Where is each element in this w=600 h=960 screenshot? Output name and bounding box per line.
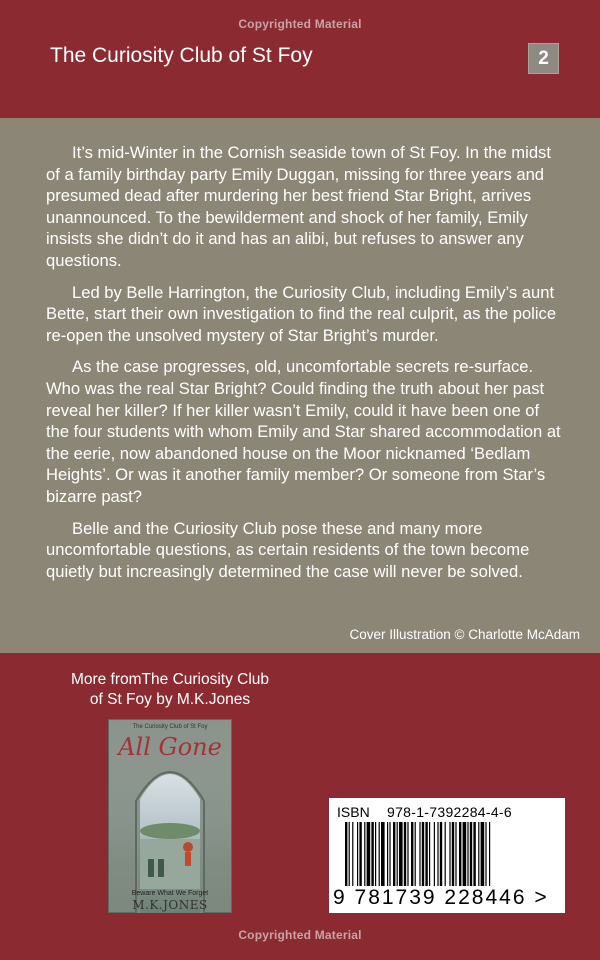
barcode-bar (440, 822, 442, 886)
barcode-bar (467, 822, 468, 886)
barcode-bar (437, 822, 438, 886)
barcode-bar (375, 822, 376, 886)
barcode-bar (422, 822, 424, 886)
blurb-paragraph-3: As the case progresses, old, uncomfortable secrets re-surface. Who was the real Star Bright? Could finding the truth about her past reveal her killer? If her killer wasn’t Emily, could it have been one of the four students with whom Emily and Star shared accommodation at the eerie, now abandoned house on the Moor nicknamed ‘Bedlam Heights’. Or was it another family member? Or someone from Star’s bizarre past? (46, 357, 561, 506)
barcode-bar (387, 822, 388, 886)
barcode-bar (415, 822, 416, 886)
barcode-bar (489, 822, 490, 886)
barcode-bar (478, 822, 479, 886)
barcode-bar (481, 822, 485, 886)
watermark-top: Copyrighted Material (238, 17, 362, 31)
barcode-bar (411, 822, 413, 886)
barcode-bar (352, 822, 353, 886)
barcode-bar (425, 822, 427, 886)
barcode-bar (379, 822, 380, 886)
barcode-bar (452, 822, 454, 886)
barcode-bar (419, 822, 420, 886)
more-from-text (40, 670, 300, 710)
barcode-bars (345, 822, 551, 888)
blurb-panel (0, 118, 600, 653)
barcode-bar (429, 822, 430, 886)
barcode-bar (371, 822, 373, 886)
barcode-bar (397, 822, 398, 886)
barcode-bar (389, 822, 390, 886)
watermark-bottom: Copyrighted Material (238, 928, 362, 942)
isbn-label: ISBN (337, 804, 370, 820)
barcode-bar (404, 822, 406, 886)
blurb-paragraph-2: Led by Belle Harrington, the Curiosity Club, including Emily’s aunt Bette, start their own investigation to find the real culprit, as the police re-open the unsolved mystery of Star Bright’s murder. (46, 282, 557, 345)
barcode-bar (434, 822, 435, 886)
book-thumbnail[interactable] (108, 719, 232, 913)
more-from-line-2: of St Foy by M.K.Jones (89, 691, 251, 708)
barcode-bar (459, 822, 461, 886)
thumbnail-title: All Gone (118, 733, 222, 761)
thumbnail-series: The Curiosity Club of St Foy (132, 724, 208, 730)
barcode-bar (381, 822, 385, 886)
isbn-barcode (329, 798, 565, 913)
cover-credit: Cover Illustration © Charlotte McAdam (349, 627, 580, 642)
barcode-bar (463, 822, 467, 886)
series-title: The Curiosity Club of St Foy (50, 44, 313, 67)
isbn-number: 978-1-7392284-4-6 (387, 804, 512, 820)
volume-badge: 2 (528, 43, 559, 74)
barcode-bar (449, 822, 450, 886)
barcode-bar (455, 822, 456, 886)
barcode-bar (367, 822, 371, 886)
more-from-line-1: More fromThe Curiosity Club (70, 671, 270, 688)
blurb-paragraph-1: It’s mid-Winter in the Cornish seaside town of St Foy. In the midst of a family birthday party Emily Duggan, missing for three years and presumed dead after murdering her best friend Star Bright, arrives unannounced. To the bewilderment and shock of her family, Emily insists she didn’t do it and has an alibi, but refuses to answer any questions. (46, 143, 551, 270)
barcode-bar (359, 822, 361, 886)
blurb-text (46, 142, 566, 592)
blurb-paragraph-4: Belle and the Curiosity Club pose these and many more uncomfortable questions, as certain residents of the town become quietly but increasingly determined the case will never be solved. (46, 518, 530, 581)
barcode-bar (485, 822, 486, 886)
barcode-bar (364, 822, 365, 886)
barcode-bar (470, 822, 472, 886)
barcode-bar (399, 822, 403, 886)
thumbnail-author: M.K.JONES (132, 898, 208, 912)
thumbnail-tagline: Beware What We Forget (131, 890, 209, 897)
barcode-bar (357, 822, 358, 886)
barcode-digits: 9 781739 228446 > (333, 886, 549, 909)
barcode-bar (445, 822, 446, 886)
barcode-bar (349, 822, 350, 886)
barcode-bar (473, 822, 475, 886)
barcode-bar (407, 822, 408, 886)
barcode-bar (393, 822, 395, 886)
barcode-bar (345, 822, 347, 886)
